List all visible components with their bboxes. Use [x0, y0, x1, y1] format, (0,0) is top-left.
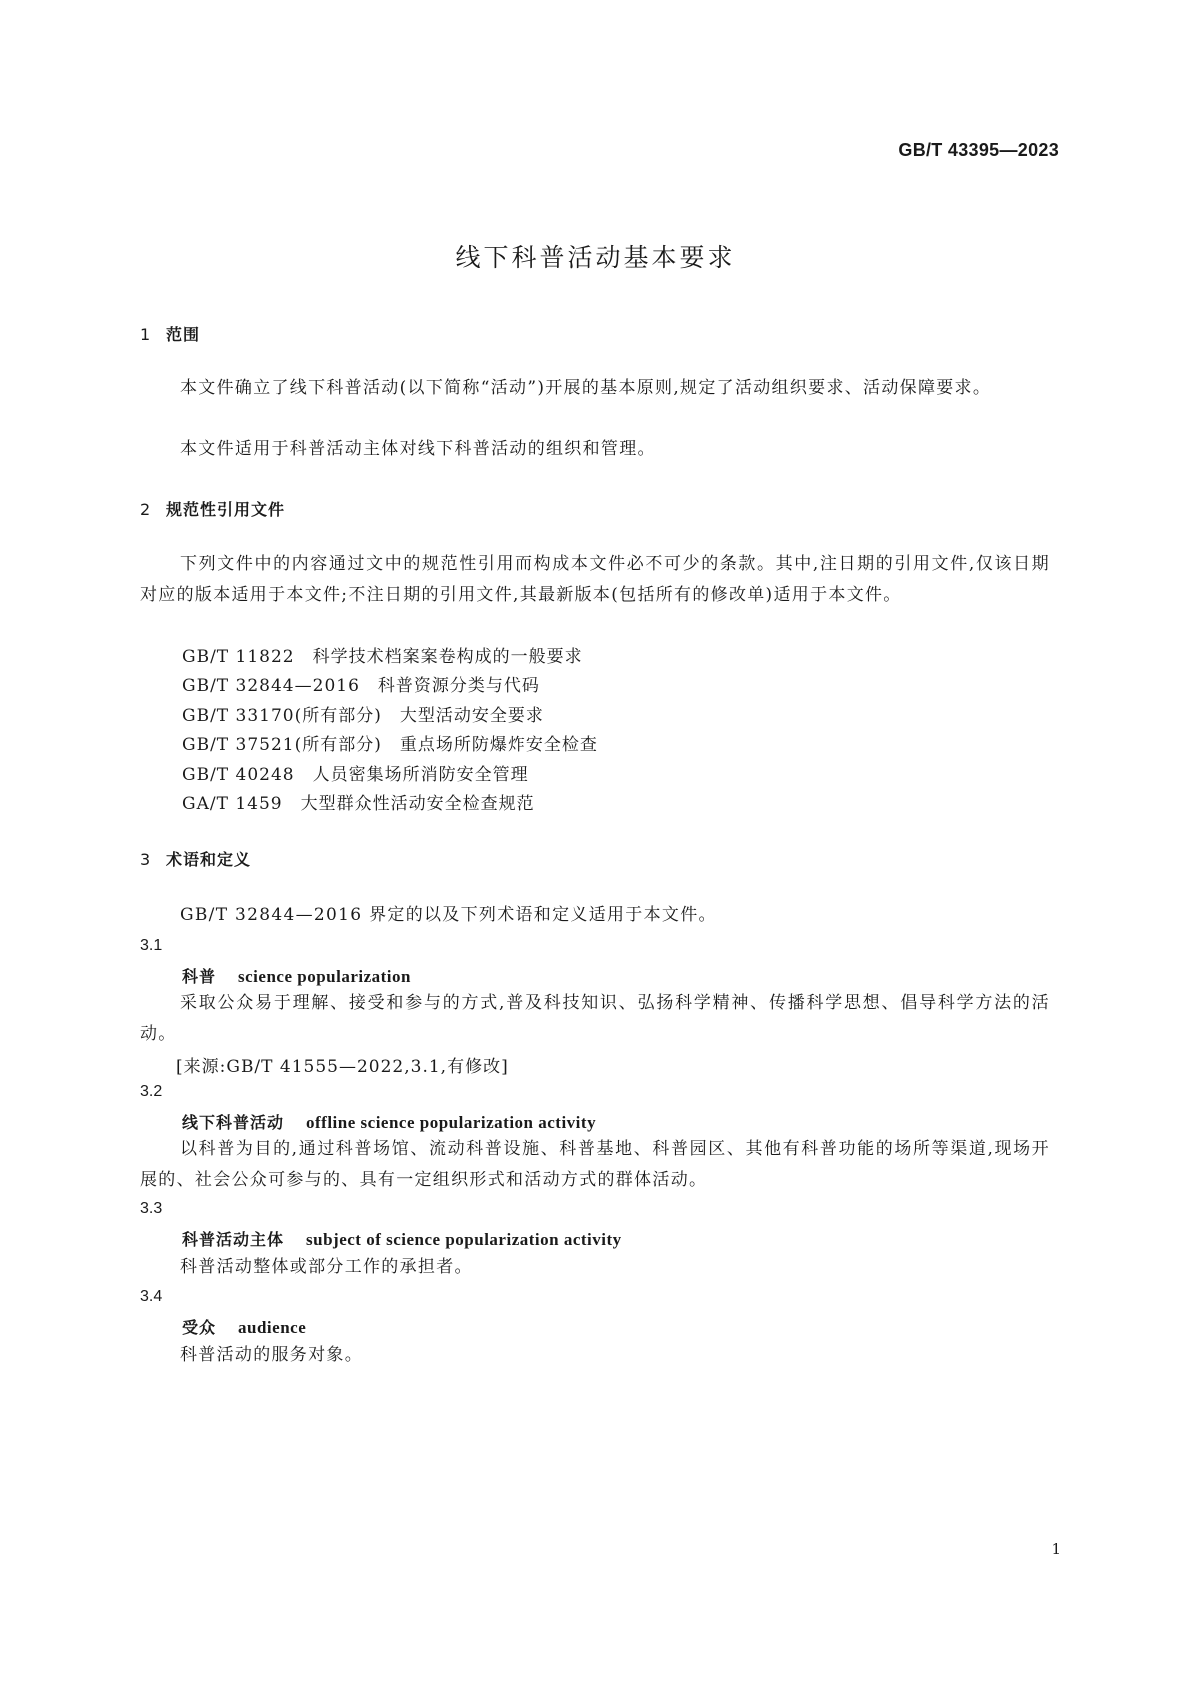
scope-paragraph-2: 本文件适用于科普活动主体对线下科普活动的组织和管理。: [180, 439, 656, 459]
term-definition: 科普活动的服务对象。: [180, 1345, 363, 1365]
reference-code: GA/T 1459: [182, 794, 283, 814]
terms-intro: GB/T 32844—2016 界定的以及下列术语和定义适用于本文件。: [180, 905, 717, 925]
reference-name: 大型群众性活动安全检查规范: [300, 794, 535, 814]
term-definition: 采取公众易于理解、接受和参与的方式,普及科技知识、弘扬科学精神、传播科学思想、倡导科学方法的活动。: [140, 993, 1050, 1044]
term-heading: [182, 1110, 596, 1133]
reference-item: [182, 642, 583, 667]
reference-code: GB/T 32844—2016: [182, 676, 360, 696]
section-number: 3: [140, 850, 152, 869]
reference-name: 科普资源分类与代码: [377, 676, 540, 696]
term-definition: 科普活动整体或部分工作的承担者。: [180, 1257, 473, 1277]
reference-name: 科学技术档案案卷构成的一般要求: [312, 647, 583, 667]
reference-code: GB/T 37521(所有部分): [182, 735, 382, 755]
section-1-heading: [140, 322, 200, 345]
reference-item: [182, 789, 535, 814]
section-2-heading: [140, 497, 285, 520]
term-number: 3.3: [140, 1200, 163, 1217]
section-3-heading: [140, 847, 251, 870]
term-chinese: 受众: [182, 1318, 217, 1337]
section-number: 1: [140, 325, 152, 344]
term-chinese: 科普: [182, 967, 217, 986]
reference-item: [182, 701, 544, 726]
document-title: 线下科普活动基本要求: [455, 243, 736, 272]
term-number: 3.1: [140, 937, 163, 954]
reference-name: 重点场所防爆炸安全检查: [399, 735, 598, 755]
term-english: audience: [238, 1318, 307, 1337]
reference-name: 大型活动安全要求: [399, 706, 544, 726]
term-heading: [182, 1315, 306, 1338]
reference-item: [182, 760, 529, 785]
term-english: subject of science popularization activity: [306, 1230, 622, 1249]
standard-code: GB/T 43395—2023: [898, 140, 1059, 160]
term-number: 3.2: [140, 1083, 163, 1100]
section-title: 范围: [166, 325, 201, 344]
term-source: [来源:GB/T 41555—2022,3.1,有修改]: [176, 1057, 509, 1077]
term-chinese: 科普活动主体: [182, 1230, 285, 1249]
page-number: 1: [1051, 1540, 1061, 1558]
section-title: 术语和定义: [166, 850, 252, 869]
section-title: 规范性引用文件: [166, 500, 286, 519]
reference-code: GB/T 40248: [182, 765, 295, 785]
term-heading: [182, 1227, 622, 1250]
term-heading: [182, 964, 411, 987]
term-english: science popularization: [238, 967, 411, 986]
term-english: offline science popularization activity: [306, 1113, 597, 1132]
reference-item: [182, 730, 598, 755]
section-number: 2: [140, 500, 152, 519]
reference-name: 人员密集场所消防安全管理: [312, 765, 529, 785]
term-definition: 以科普为目的,通过科普场馆、流动科普设施、科普基地、科普园区、其他有科普功能的场所等渠道,现场开展的、社会公众可参与的、具有一定组织形式和活动方式的群体活动。: [140, 1139, 1050, 1190]
reference-item: [182, 671, 540, 696]
term-chinese: 线下科普活动: [182, 1113, 285, 1132]
normative-references-intro: 下列文件中的内容通过文中的规范性引用而构成本文件必不可少的条款。其中,注日期的引用文件,仅该日期对应的版本适用于本文件;不注日期的引用文件,其最新版本(包括所有的修改单)适用于本文件。: [140, 554, 1050, 605]
reference-code: GB/T 33170(所有部分): [182, 706, 382, 726]
scope-paragraph-1: 本文件确立了线下科普活动(以下简称“活动”)开展的基本原则,规定了活动组织要求、活动保障要求。: [180, 378, 992, 398]
term-number: 3.4: [140, 1288, 163, 1305]
reference-code: GB/T 11822: [182, 647, 295, 667]
